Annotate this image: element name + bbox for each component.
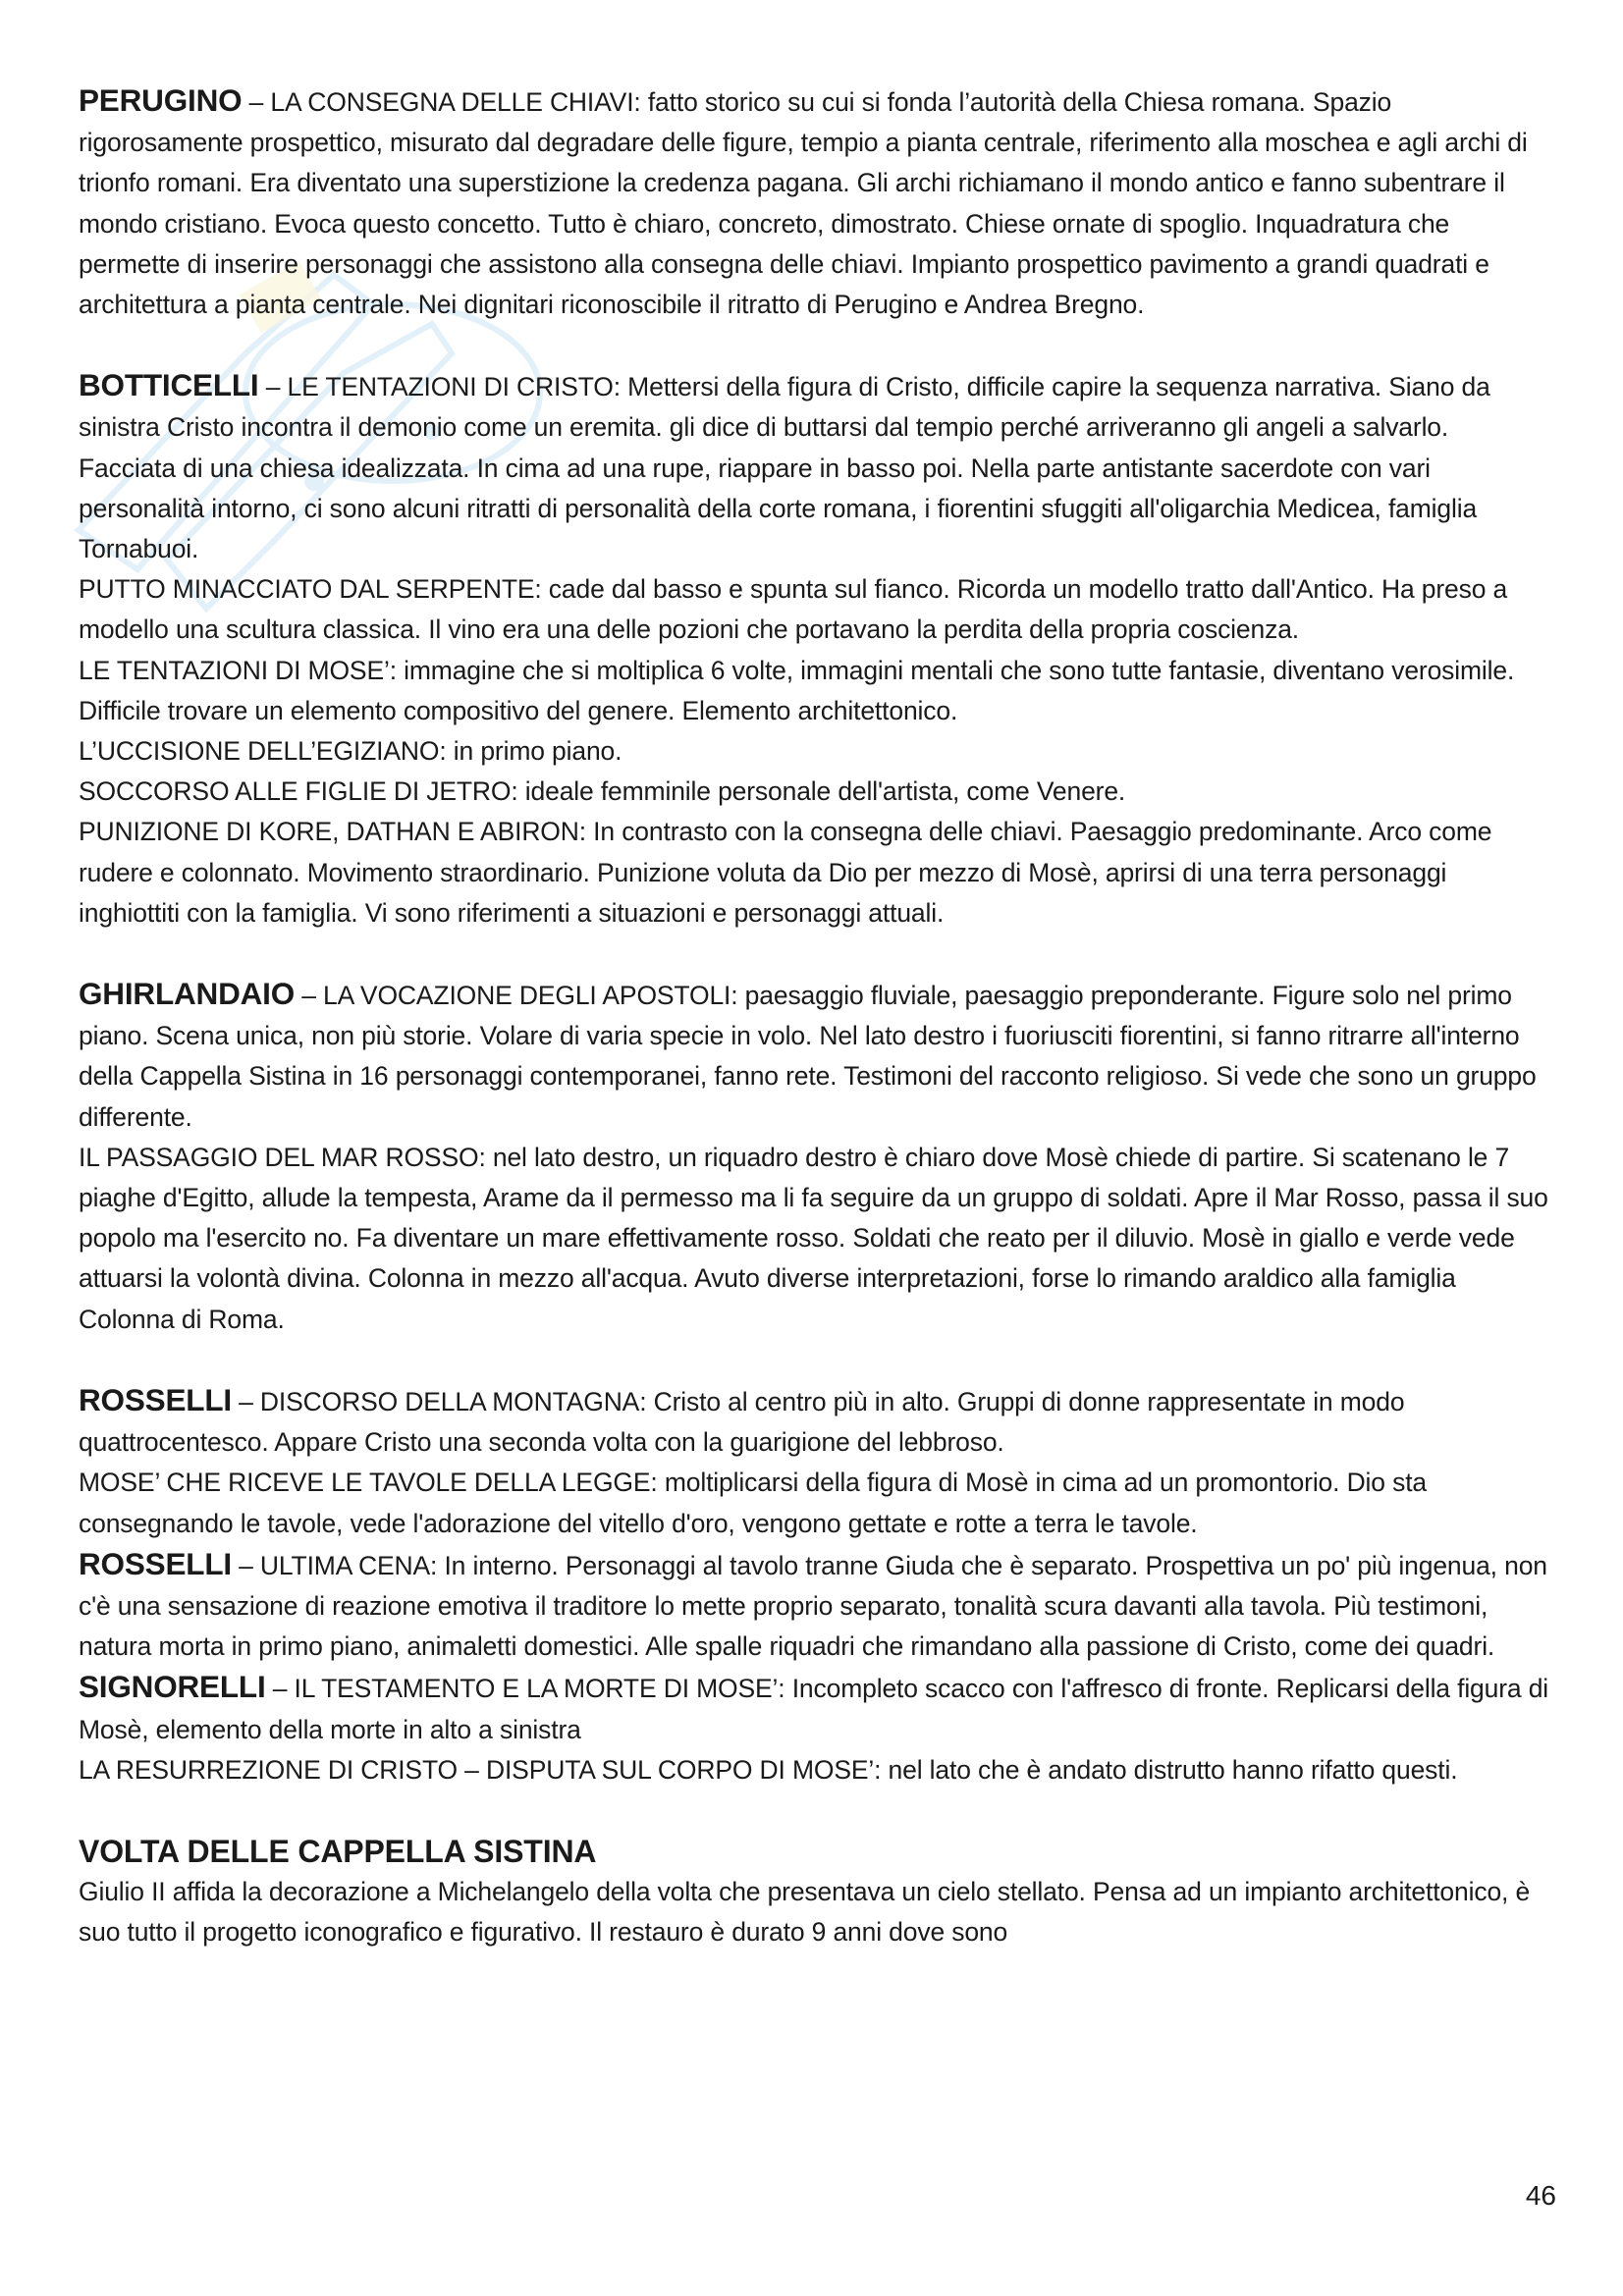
artist-name: GHIRLANDAIO	[79, 976, 296, 1012]
paragraph-ghirlandaio	[79, 974, 1551, 1138]
paragraph-perugino	[79, 80, 1551, 325]
paragraph-text: – LA VOCAZIONE DEGLI APOSTOLI: paesaggio fluviale, paesaggio preponderante. Figure solo nel primo piano. Scena unica, non più storie. Volare di varia specie in volo. Nel lato destro i fuoriusciti fiorentini, si fanno ritrarre all'interno della Cappella Sistina in 16 personaggi contemporanei, fanno rete. Testimoni del racconto religioso. Si vede che sono un gruppo differente.	[79, 981, 1537, 1132]
paragraph-text: – LA CONSEGNA DELLE CHIAVI: fatto storico su cui si fonda l’autorità della Chiesa romana. Spazio rigorosamente prospettico, misurato dal degradare delle figure, tempio a pianta centrale, riferimento alla moschea e agli archi di trionfo romani. Era diventato una superstizione la credenza pagana. Gli archi richiamano il mondo antico e fanno subentrare il mondo cristiano. Evoca questo concetto. Tutto è chiaro, concreto, dimostrato. Chiese ornate di spoglio. Inquadratura che permette di inserire personaggi che assistono alla consegna delle chiavi. Impianto prospettico pavimento a grandi quadrati e architettura a pianta centrale. Nei dignitari riconoscibile il ritratto di Perugino e Andrea Bregno.	[79, 87, 1528, 320]
paragraph-rosselli-cena	[79, 1544, 1551, 1668]
paragraph-text: – ULTIMA CENA: In interno. Personaggi al tavolo tranne Giuda che è separato. Prospettiva un po' più ingenua, non c'è una sensazione di reazione emotiva il traditore lo mette proprio separato, tonalità scura davanti alla tavola. Più testimoni, natura morta in primo piano, animaletti domestici. Alle spalle riquadri che rimandano alla passione di Cristo, come dei quadri.	[79, 1550, 1547, 1662]
paragraph-signorelli	[79, 1667, 1551, 1749]
paragraph: MOSE’ CHE RICEVE LE TAVOLE DELLA LEGGE: moltiplicarsi della figura di Mosè in cima ad un promontorio. Dio sta consegnando le tavole, vede l'adorazione del vitello d'oro, vengono gettate e rotte a terra le tavole.	[79, 1468, 1427, 1538]
artist-name: BOTTICELLI	[79, 367, 259, 403]
paragraph-text: – IL TESTAMENTO E LA MORTE DI MOSE’: Incompleto scacco con l'affresco di fronte. Replicarsi della figura di Mosè, elemento della morte in alto a sinistra	[79, 1674, 1549, 1744]
paragraph: PUNIZIONE DI KORE, DATHAN E ABIRON: In contrasto con la consegna delle chiavi. Paesaggio predominante. Arco come rudere e colonnato. Movimento straordinario. Punizione voluta da Dio per mezzo di Mosè, aprirsi di una terra personaggi inghiottiti con la famiglia. Vi sono riferimenti a situazioni e personaggi attuali.	[79, 817, 1492, 928]
paragraph-botticelli	[79, 365, 1551, 569]
section-heading: VOLTA DELLE CAPPELLA SISTINA	[79, 1833, 597, 1869]
paragraph: IL PASSAGGIO DEL MAR ROSSO: nel lato destro, un riquadro destro è chiaro dove Mosè chiede di partire. Si scatenano le 7 piaghe d'Egitto, allude la tempesta, Arame da il permesso ma li fa seguire da un gruppo di soldati. Apre il Mar Rosso, passa il suo popolo ma l'esercito no. Fa diventare un mare effettivamente rosso. Soldati che reato per il diluvio. Mosè in giallo e verde vede attuarsi la volontà divina. Colonna in mezzo all'acqua. Avuto diverse interpretazioni, forse lo rimando araldico alla famiglia Colonna di Roma.	[79, 1142, 1548, 1334]
artist-name: ROSSELLI	[79, 1381, 232, 1417]
artist-name: ROSSELLI	[79, 1545, 232, 1581]
paragraph-text: – LE TENTAZIONI DI CRISTO: Mettersi della figura di Cristo, difficile capire la sequenza narrativa. Siano da sinistra Cristo incontra il demonio come un eremita. gli dice di buttarsi dal tempio perché arriveranno gli angeli a salvarlo. Facciata di una chiesa idealizzata. In cima ad una rupe, riappare in basso poi. Nella parte antistante sacerdote con vari personalità intorno, ci sono alcuni ritratti di personalità della corte romana, i fiorentini sfuggiti all'oligarchia Medicea, famiglia Tornabuoi.	[79, 372, 1490, 564]
paragraph-rosselli	[79, 1380, 1551, 1463]
document-body	[79, 80, 1551, 1952]
artist-name: SIGNORELLI	[79, 1669, 266, 1705]
paragraph-text: – DISCORSO DELLA MONTAGNA: Cristo al centro più in alto. Gruppi di donne rappresentate in modo quattrocentesco. Appare Cristo una seconda volta con la guarigione del lebbroso.	[79, 1386, 1405, 1458]
paragraph: L’UCCISIONE DELL’EGIZIANO: in primo piano.	[79, 736, 622, 767]
page-number: 46	[1525, 2180, 1556, 2211]
paragraph: Giulio II affida la decorazione a Michelangelo della volta che presentava un cielo stellato. Pensa ad un impianto architettonico, è suo tutto il progetto iconografico e figurativo. Il restauro è durato 9 anni dove sono	[79, 1876, 1531, 1948]
paragraph: PUTTO MINACCIATO DAL SERPENTE: cade dal basso e spunta sul fianco. Ricorda un modello tratto dall'Antico. Ha preso a modello una scultura classica. Il vino era una delle pozioni che portavano la perdita della propria coscienza.	[79, 574, 1508, 645]
paragraph: LA RESURREZIONE DI CRISTO – DISPUTA SUL CORPO DI MOSE’: nel lato che è andato distrutto hanno rifatto questi.	[79, 1754, 1458, 1785]
paragraph: SOCCORSO ALLE FIGLIE DI JETRO: ideale femminile personale dell'artista, come Venere.	[79, 776, 1126, 807]
artist-name: PERUGINO	[79, 82, 243, 118]
paragraph: LE TENTAZIONI DI MOSE’: immagine che si moltiplica 6 volte, immagini mentali che sono tutte fantasie, diventano verosimile. Difficile trovare un elemento compositivo del genere. Elemento architettonico.	[79, 655, 1515, 725]
